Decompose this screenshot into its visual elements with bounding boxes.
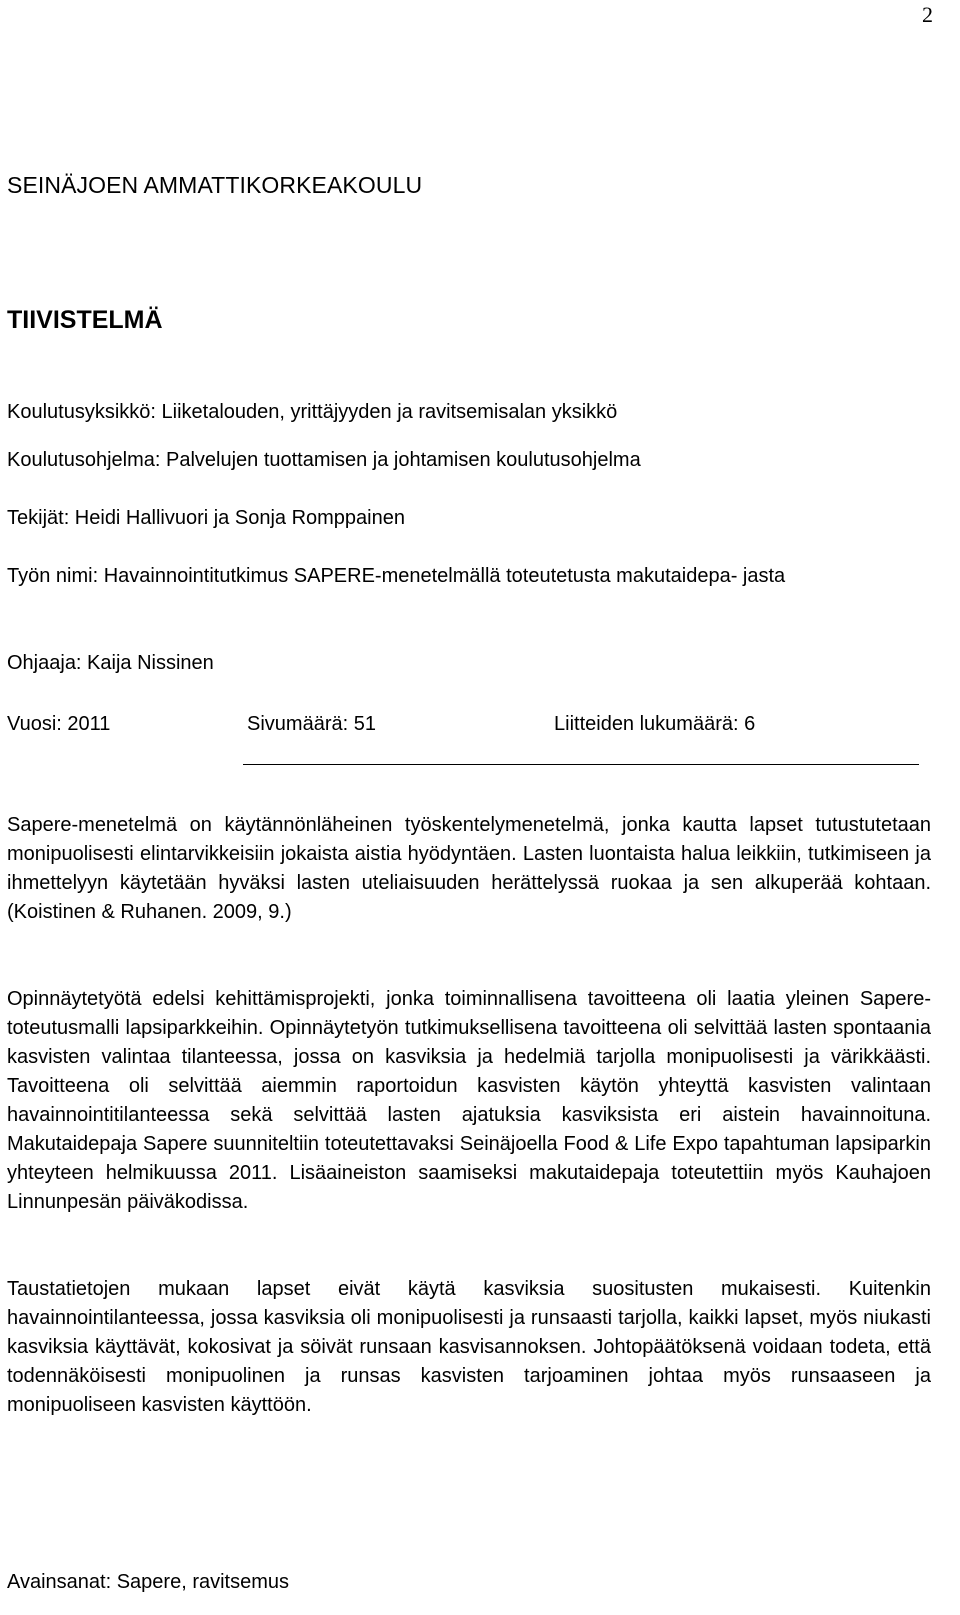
meta-appendices: Liitteiden lukumäärä: 6 [554,713,756,735]
meta-pages: Sivumäärä: 51 [247,713,376,735]
abstract-paragraph-2 [7,985,931,1217]
keywords: Avainsanat: Sapere, ravitsemus [7,1571,290,1593]
meta-year: Vuosi: 2011 [7,713,111,735]
abstract-paragraph-3 [7,1275,931,1420]
meta-counts-row [7,710,927,740]
divider-line [243,764,919,765]
abstract-paragraph-1 [7,811,931,927]
institution-name: SEINÄJOEN AMMATTIKORKEAKOULU [7,172,423,198]
document-title: TIIVISTELMÄ [7,306,163,334]
meta-supervisor: Ohjaaja: Kaija Nissinen [7,652,214,674]
meta-authors: Tekijät: Heidi Hallivuori ja Sonja Romppainen [7,507,405,529]
page-number: 2 [922,2,933,27]
meta-unit: Koulutusyksikkö: Liiketalouden, yrittäjyyden ja ravitsemisalan yksikkö [7,401,618,423]
abstract-text-3: Taustatietojen mukaan lapset eivät käytä kasviksia suositusten mukaisesti. Kuitenkin havainnointilanteessa, jossa kasviksia oli monipuolisesti ja runsaasti tarjolla, kaikki lapset, myös niukasti kasviksia käyttävät, kokosivat ja söivät runsaan kasvisannoksen. Johtopäätöksenä voidaan todeta, että todennäköisesti monipuolinen ja runsas kasvisten tarjoaminen johtaa myös runsaaseen ja monipuoliseen kasvisten käyttöön. [7,1278,931,1416]
meta-work-title: Työn nimi: Havainnointitutkimus SAPERE-menetelmällä toteutetusta makutaidepa- jasta [7,565,786,587]
abstract-text-1: Sapere-menetelmä on käytännönläheinen työskentelymenetelmä, jonka kautta lapset tutustutetaan monipuolisesti elintarvikkeisiin jokaista aistia hyödyntäen. Lasten luontaista halua leikkiin, tutkimiseen ja ihmettelyyn käytetään hyväksi lasten uteliaisuuden herättelyssä ruokaa ja sen alkuperää kohtaan. (Koistinen & Ruhanen. 2009, 9.) [7,814,931,923]
meta-programme: Koulutusohjelma: Palvelujen tuottamisen ja johtamisen koulutusohjelma [7,449,641,471]
abstract-text-2: Opinnäytetyötä edelsi kehittämisprojekti, jonka toiminnallisena tavoitteena oli laatia yleinen Sapere-toteutusmalli lapsiparkkeihin. Opinnäytetyön tutkimuksellisena tavoitteena oli selvittää lasten spontaania kasvisten valintaa tilanteessa, jossa on kasviksia ja hedelmiä tarjolla monipuolisesti ja värikkäästi. Tavoitteena oli selvittää aiemmin raportoidun kasvisten käytön yhteyttä kasvisten valintaan havainnointitilanteessa sekä selvittää lasten ajatuksia kasviksista eri aistein havainnoituna. Makutaidepaja Sapere suunniteltiin toteutettavaksi Seinäjoella Food & Life Expo tapahtuman lapsiparkin yhteyteen helmikuussa 2011. Lisäaineiston saamiseksi makutaidepaja toteutettiin myös Kauhajoen Linnunpesän päiväkodissa. [7,988,931,1213]
